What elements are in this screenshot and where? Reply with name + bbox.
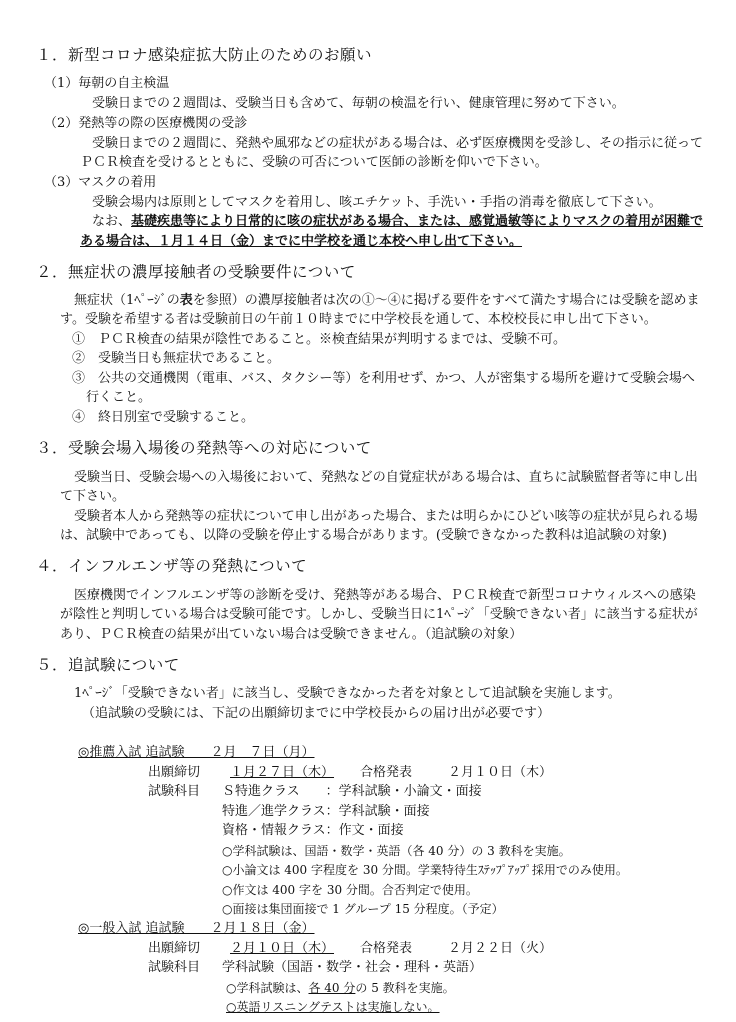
general-subjects-label: 試験科目 (148, 960, 201, 975)
section-4-paragraph-1: 医療機関でインフルエンザ等の診断を受け、発熱等がある場合、ＰＣＲ検査で新型コロナウィルスへの感染 (74, 588, 696, 603)
section-1-2-title: （2）発熱等の際の医療機関の受診 (44, 116, 248, 131)
section-2-heading: ２．無症状の濃厚接触者の受験要件について (36, 263, 356, 281)
recommendation-deadline-label: 出願締切 (148, 765, 201, 780)
section-3-paragraph-1: 受験当日、受験会場への入場後において、発熱などの自覚症状がある場合は、直ちに試験監督者等に申し出 (74, 470, 698, 485)
section-4-heading: ４．インフルエンザ等の発熱について (36, 557, 308, 575)
section-5-paragraph-1: 1ﾍﾟｰｼﾞ「受験できない者」に該当し、受験できなかった者を対象として追試験を実施します。 (74, 686, 621, 701)
section-2-p1-pre: 無症状（1ﾍﾟｰｼﾞの (74, 293, 180, 308)
recommendation-note-4: ○面接は集団面接で 1 グループ 15 分程度。（予定） (222, 902, 504, 916)
section-2-item-2: ② 受験当日も無症状であること。 (72, 351, 281, 366)
section-2-item-3: ③ 公共の交通機関（電車、バス、タクシー等）を利用せず、かつ、人が密集する場所を避けて受験会場へ (72, 371, 695, 386)
general-note-2: ○英語リスニングテストは実施しない。 (226, 1000, 440, 1014)
recommendation-result-label: 合格発表 (360, 765, 413, 780)
section-1-heading: １．新型コロナ感染症拡大防止のためのお願い (36, 46, 373, 64)
section-1-1-title: （1）毎朝の自主検温 (44, 76, 170, 91)
recommendation-subjects-row-1: Ｓ特進クラス ：学科試験・小論文・面接 (222, 784, 482, 799)
recommendation-makeup-heading: ◎推薦入試 追試験 ２月 ７日（月） (78, 745, 315, 760)
section-5-heading: ５．追試験について (36, 656, 180, 674)
section-1-2-body-1: 受験日までの２週間に、発熱や風邪などの症状がある場合は、必ず医療機関を受診し、その指示に従って (92, 136, 704, 151)
section-2-p1-post: を参照）の濃厚接触者は次の①～④に掲げる要件をすべて満たす場合には受験を認めま (192, 293, 700, 308)
section-5-paragraph-2: （追試験の受験には、下記の出願締切までに中学校長からの届け出が必要です） (82, 706, 551, 721)
recommendation-subjects-row-2: 特進／進学クラス：学科試験・面接 (222, 804, 430, 819)
section-1-3-body-2 (92, 214, 703, 230)
section-1-1-body: 受験日までの２週間は、受験当日も含めて、毎朝の検温を行い、健康管理に努めて下さい。 (92, 96, 625, 111)
section-1-3-title: （3）マスクの着用 (44, 175, 157, 190)
section-4-paragraph-2: が陰性と判明している場合は受験可能です。しかし、受験当日に1ﾍﾟｰｼﾞ「受験できない者」に該当する症状が (60, 607, 698, 622)
recommendation-note-2: ○小論文は 400 字程度を 30 分間。学業特待生ｽﾃｯﾌﾟｱｯﾌﾟ採用でのみ使用。 (222, 863, 628, 877)
section-3-paragraph-2: 受験者本人から発熱等の症状について申し出があった場合、または明らかにひどい咳等の症状が見られる場 (74, 509, 698, 524)
section-3-heading: ３．受験会場入場後の発熱等への対応について (36, 439, 372, 457)
general-deadline: ２月１０日（木） (230, 941, 335, 956)
recommendation-subjects-row-3: 資格・情報クラス：作文・面接 (222, 823, 404, 838)
section-2-paragraph-1 (74, 293, 700, 309)
general-result-label: 合格発表 (360, 941, 413, 956)
general-result: ２月２２日（火） (448, 941, 553, 956)
section-2-item-1: ① ＰＣＲ検査の結果が陰性であること。※検査結果が判明するまでは、受験不可。 (72, 332, 567, 347)
recommendation-deadline: １月２７日（木） (230, 765, 335, 780)
section-3-paragraph-1-cont: て下さい。 (60, 489, 126, 504)
general-subjects-row-1: 学科試験（国語・数学・社会・理科・英語） (222, 960, 483, 975)
section-2-p1-bold: 表 (179, 293, 193, 308)
section-1-2-body-2: ＰＣＲ検査を受けるとともに、受験の可否について医師の診断を仰いで下さい。 (80, 155, 548, 170)
recommendation-subjects-label: 試験科目 (148, 784, 201, 799)
recommendation-note-3: ○作文は 400 字を 30 分間。合否判定で使用。 (222, 883, 478, 897)
mask-exception-notice-2: ある場合は、１月１４日（金）までに中学校を通じ本校へ申し出て下さい。 (80, 234, 523, 249)
section-1-3-body-2-pre: なお、 (92, 214, 132, 229)
section-4-paragraph-3: あり、ＰＣＲ検査の結果が出ていない場合は受験できません。（追試験の対象） (60, 627, 523, 642)
recommendation-note-1: ○学科試験は、国語・数学・英語（各 40 分）の 3 教科を実施。 (222, 844, 571, 858)
section-1-3-body-1: 受験会場内は原則としてマスクを着用し、咳エチケット、手洗い・手指の消毒を徹底して下さい。 (92, 195, 662, 210)
section-3-paragraph-2-cont: は、試験中であっても、以降の受験を停止する場合があります。(受験できなかった教科は追試験の対象) (60, 528, 667, 543)
general-note-1: ○学科試験は、各 40 分の 5 教科を実施。 (226, 981, 455, 995)
mask-exception-notice-1: 基礎疾患等により日常的に咳の症状がある場合、または、感覚過敏等によりマスクの着用が困難で (131, 214, 704, 229)
section-2-item-4: ④ 終日別室で受験すること。 (72, 410, 255, 425)
section-2-item-3-cont: 行くこと。 (86, 390, 152, 405)
section-2-paragraph-2: す。受験を希望する者は受験前日の午前１０時までに中学校長を通して、本校校長に申し出て下さい。 (60, 312, 657, 327)
general-makeup-heading: ◎一般入試 追試験 ２月１８日（金） (78, 921, 315, 936)
general-deadline-label: 出願締切 (148, 941, 201, 956)
recommendation-result: ２月１０日（木） (448, 765, 553, 780)
